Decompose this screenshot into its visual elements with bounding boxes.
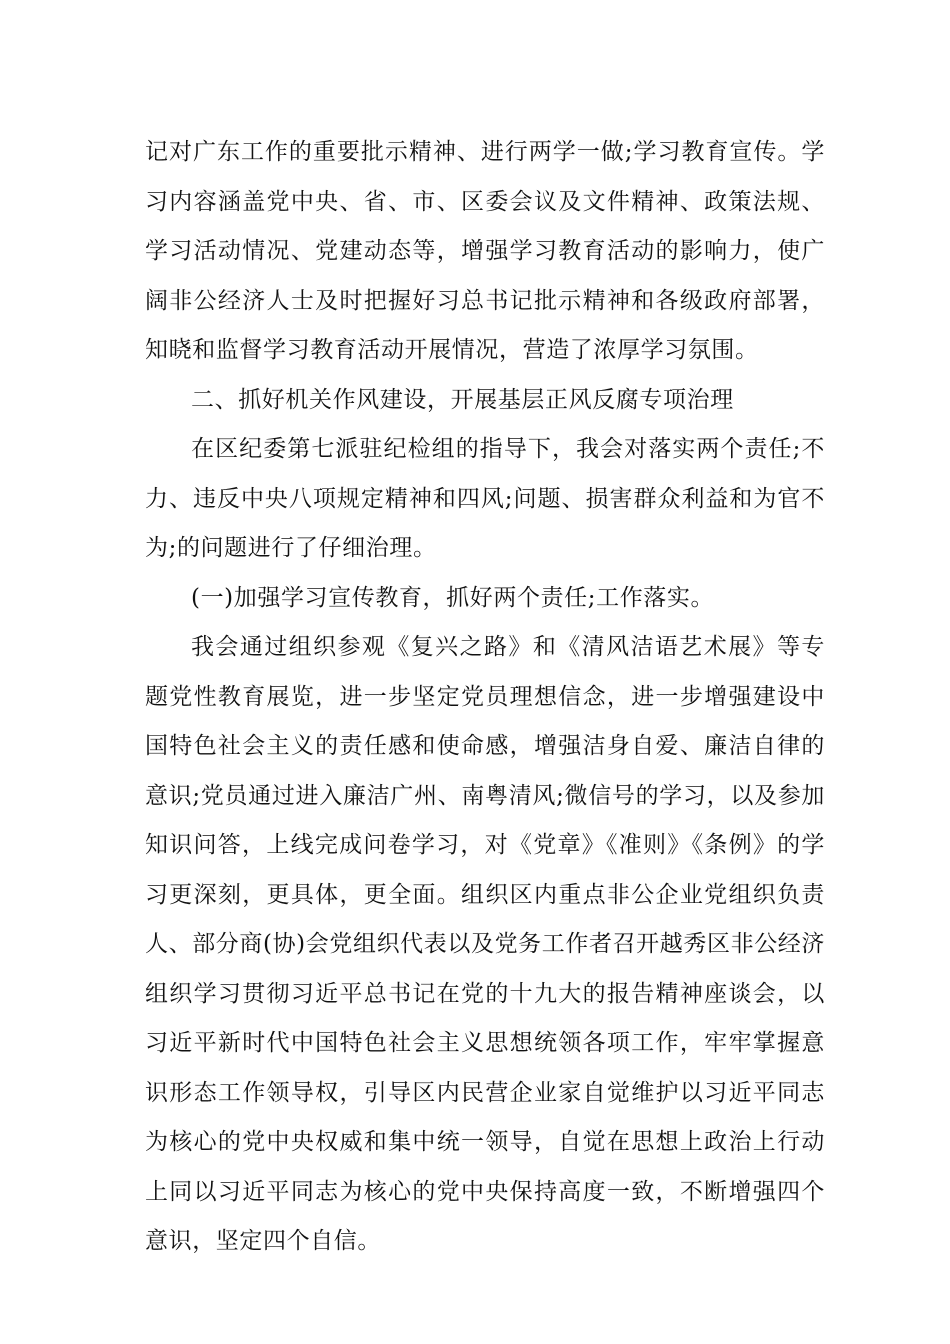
- section-heading: 二、抓好机关作风建设，开展基层正风反腐专项治理: [191, 386, 734, 413]
- document-body: [145, 128, 825, 1267]
- paragraph: 在区纪委第七派驻纪检组的指导下，我会对落实两个责任;不力、违反中央八项规定精神和四风;问题、损害群众利益和为官不为;的问题进行了仔细治理。: [145, 436, 825, 561]
- paragraph-continued: 记对广东工作的重要批示精神、进行两学一做;学习教育宣传。学习内容涵盖党中央、省、市、区委会议及文件精神、政策法规、学习活动情况、党建动态等，增强学习教育活动的影响力，使广阔非公经济人士及时把握好习总书记批示精神和各级政府部署，知晓和监督学习教育活动开展情况，营造了浓厚学习氛围。: [145, 139, 825, 363]
- subsection-heading: (一)加强学习宣传教育，抓好两个责任;工作落实。: [191, 584, 715, 611]
- paragraph: 我会通过组织参观《复兴之路》和《清风洁语艺术展》等专题党性教育展览，进一步坚定党员理想信念，进一步增强建设中国特色社会主义的责任感和使命感，增强洁身自爱、廉洁自律的意识;党员通过进入廉洁广州、南粤清风;微信号的学习，以及参加知识问答，上线完成问卷学习，对《党章》《准则》《条例》的学习更深刻，更具体，更全面。组织区内重点非公企业党组织负责人、部分商(协)会党组织代表以及党务工作者召开越秀区非公经济组织学习贯彻习近平总书记在党的十九大的报告精神座谈会，以习近平新时代中国特色社会主义思想统领各项工作，牢牢掌握意识形态工作领导权，引导区内民营企业家自觉维护以习近平同志为核心的党中央权威和集中统一领导，自觉在思想上政治上行动上同以习近平同志为核心的党中央保持高度一致，不断增强四个意识，坚定四个自信。: [145, 634, 825, 1254]
